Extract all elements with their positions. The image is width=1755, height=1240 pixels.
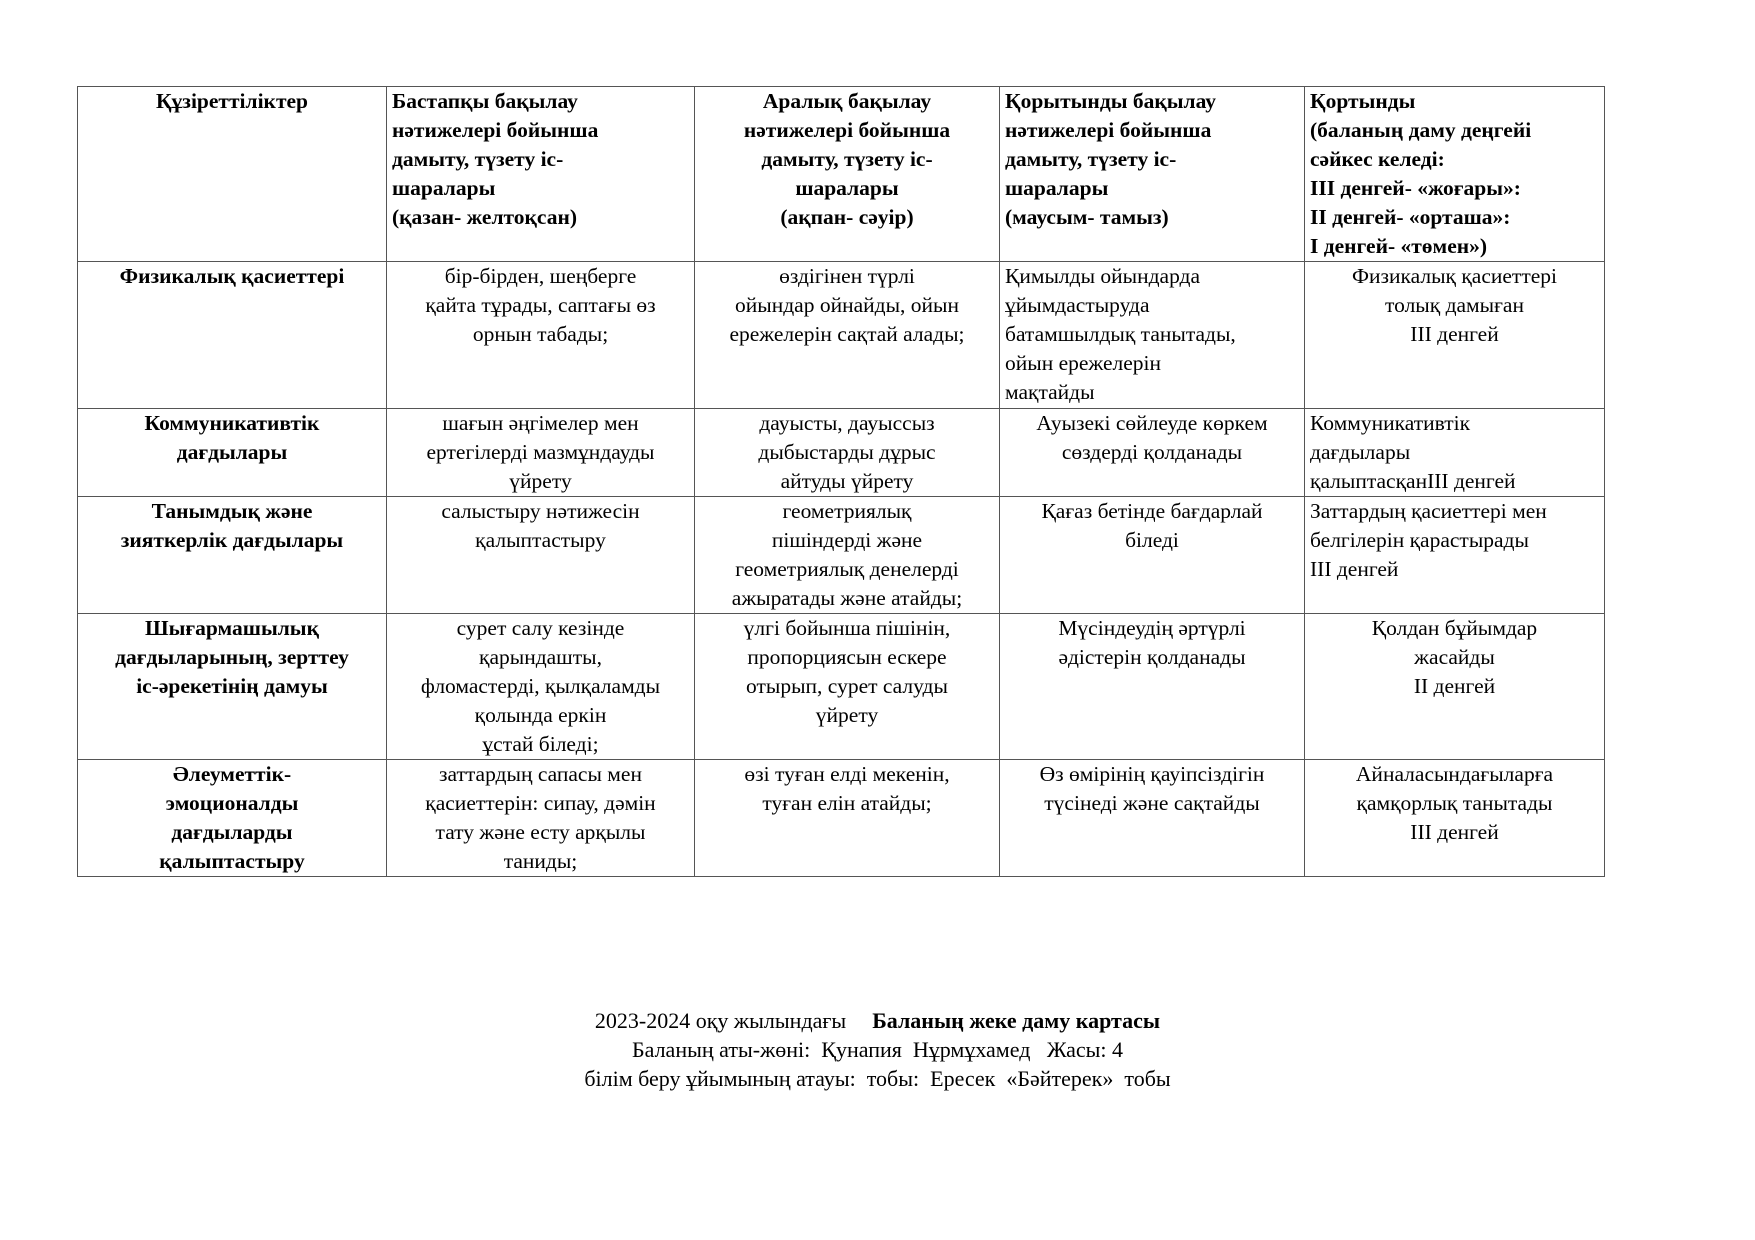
header-initial-control: Бастапқы бақылау нәтижелері бойынша дамыту, түзету іс- шаралары (қазан- желтоқсан)	[387, 87, 695, 262]
final-cell: Қағаз бетінде бағдарлай біледі	[1000, 497, 1305, 614]
header-competencies: Құзіреттіліктер	[78, 87, 387, 262]
document-footer	[0, 1006, 1755, 1093]
table-row	[78, 497, 1605, 614]
table-row	[78, 760, 1605, 877]
intermediate-cell: өзі туған елді мекенін, туған елін атайды;	[695, 760, 1000, 877]
competency-cell: Физикалық қасиеттері	[78, 262, 387, 409]
card-title: Баланың жеке даму картасы	[872, 1008, 1161, 1033]
initial-cell: бір-бірден, шеңберге қайта тұрады, саптағы өз орнын табады;	[387, 262, 695, 409]
table-row	[78, 409, 1605, 497]
intermediate-cell: үлгі бойынша пішінін, пропорциясын ескере отырып, сурет салуды үйрету	[695, 614, 1000, 760]
final-cell: Қимылды ойындарда ұйымдастыруда батамшылдық танытады, ойын ережелерін мақтайды	[1000, 262, 1305, 409]
table-row	[78, 262, 1605, 409]
development-table	[77, 86, 1605, 877]
initial-cell: сурет салу кезінде қарындашты, фломастерді, қылқаламды қолында еркін ұстай біледі;	[387, 614, 695, 760]
footer-title-line	[0, 1006, 1755, 1035]
initial-cell: шағын әңгімелер мен ертегілерді мазмұндауды үйрету	[387, 409, 695, 497]
conclusion-cell: Коммуникативтік дағдылары қалыптасқанІІІ денгей	[1305, 409, 1605, 497]
child-name: Қунапия Нұрмұхамед	[821, 1037, 1031, 1062]
competency-cell: Әлеуметтік- эмоционалды дағдыларды қалыптастыру	[78, 760, 387, 877]
initial-cell: салыстыру нәтижесін қалыптастыру	[387, 497, 695, 614]
initial-cell: заттардың сапасы мен қасиеттерін: сипау, дәмін тату және есту арқылы таниды;	[387, 760, 695, 877]
header-intermediate-control: Аралық бақылау нәтижелері бойынша дамыту, түзету іс- шаралары (ақпан- сәуір)	[695, 87, 1000, 262]
header-conclusion: Қортынды (баланың даму деңгейі сәйкес келеді: ІІІ денгей- «жоғары»: ІІ денгей- «орташа»: І денгей- «төмен»)	[1305, 87, 1605, 262]
intermediate-cell: геометриялық пішіндерді және геометриялық денелерді ажыратады және атайды;	[695, 497, 1000, 614]
footer-org-line: білім беру ұйымының атауы: тобы: Ересек «Бәйтерек» тобы	[584, 1066, 1171, 1091]
final-cell: Мүсіндеудің әртүрлі әдістерін қолданады	[1000, 614, 1305, 760]
competency-cell: Коммуникативтік дағдылары	[78, 409, 387, 497]
competency-cell: Танымдық және зияткерлік дағдылары	[78, 497, 387, 614]
child-name-label: Баланың аты-жөні:	[631, 1037, 811, 1062]
competency-cell: Шығармашылық дағдыларының, зерттеу іс-әрекетінің дамуы	[78, 614, 387, 760]
academic-year: 2023-2024 оқу жылындағы	[594, 1008, 847, 1033]
table-header-row	[78, 87, 1605, 262]
conclusion-cell: Заттардың қасиеттері мен белгілерін қарастырады ІІІ денгей	[1305, 497, 1605, 614]
conclusion-cell: Айналасындағыларға қамқорлық танытады ІІІ денгей	[1305, 760, 1605, 877]
final-cell: Ауызекі сөйлеуде көркем сөздерді қолданады	[1000, 409, 1305, 497]
child-age: Жасы: 4	[1046, 1037, 1123, 1062]
conclusion-cell: Қолдан бұйымдар жасайды ІІ денгей	[1305, 614, 1605, 760]
conclusion-cell: Физикалық қасиеттері толық дамыған ІІІ денгей	[1305, 262, 1605, 409]
header-final-control: Қорытынды бақылау нәтижелері бойынша дамыту, түзету іс- шаралары (маусым- тамыз)	[1000, 87, 1305, 262]
footer-name-line	[0, 1035, 1755, 1064]
final-cell: Өз өмірінің қауіпсіздігін түсінеді және сақтайды	[1000, 760, 1305, 877]
table-row	[78, 614, 1605, 760]
intermediate-cell: өздігінен түрлі ойындар ойнайды, ойын ережелерін сақтай алады;	[695, 262, 1000, 409]
intermediate-cell: дауысты, дауыссыз дыбыстарды дұрыс айтуды үйрету	[695, 409, 1000, 497]
